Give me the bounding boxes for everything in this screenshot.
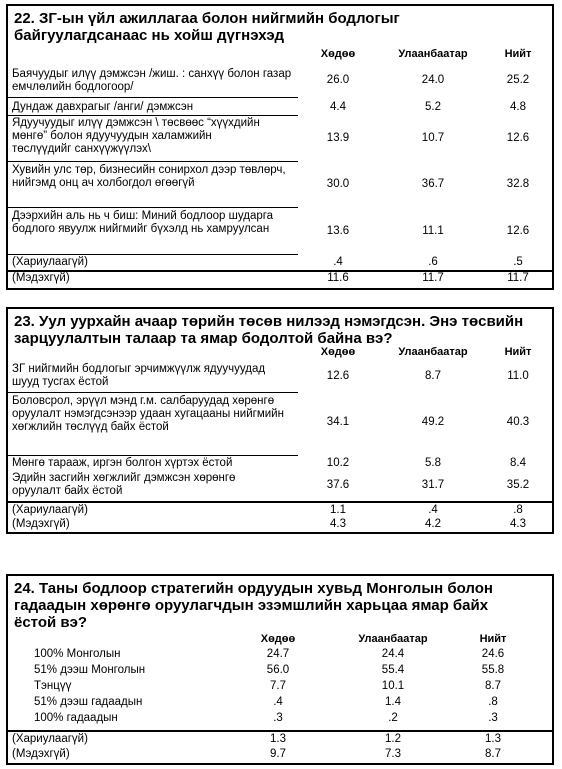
divider xyxy=(8,270,552,272)
col-header-ub: Улаанбаатар xyxy=(398,48,468,60)
question-22-table: 22. ЗГ-ын үйл ажиллагаа болон нийгмийн бодлогыг байгуулагдсанаас нь хойш дүгнэхэд Хөдөө Улаанбаатар Нийт Баячуудыг илүү дэмжсэн /жиш. : санхүү болон газар емчлөлийн бодлогоор/ 26.0 24.0 25.2 Дундаж давхрагыг /анги/ дэмжсэн 4.4 5.2 4.8 Ядуучуудыг илүү дэмжсэн \ төсвөөс “хүүхдийн мөнгө” болон ядуучуудын халамжийн төслүүдийг санхүүжүүлэх\ 13.9 10.7 12.6 Хувийн улс төр, бизнесийн сонирхол дээр төвлөрч, нийгэмд онц ач холбогдол өгөөгүй 30.0 36.7 32.8 Дээрхийн аль нь ч биш: Миний бодлоор шударга бодлого явуулж нийгмийг бүхэлд нь хамруулсан 13.6 11.1 12.6 (Хариулаагүй) .4 .6 .5 (Мэдэхгүй) 11.6 11.7 11.7 xyxy=(6,4,554,290)
col-header-total: Нийт xyxy=(504,346,532,358)
divider xyxy=(8,501,552,503)
col-header-ub: Улаанбаатар xyxy=(398,346,468,358)
question-24-table: 24. Таны бодлоор стратегийн ордуудын хувьд Монголын болон гадаадын хөрөнгө оруулагчдын эзэмшлийн харьцаа ямар байх ёстой вэ? Хөдөө Улаанбаатар Нийт 100% Монголын 24.7 24.4 24.6 51% дээш Монголын 56.0 55.4 55.8 Тэнцүү 7.7 10.1 8.7 51% дээш гадаадын .4 1.4 .8 100% гадаадын .3 .2 .3 (Хариулаагүй) 1.3 1.2 1.3 (Мэдэхгүй) 9.7 7.3 8.7 xyxy=(6,574,554,765)
question-22-title: 22. ЗГ-ын үйл ажиллагаа болон нийгмийн бодлогыг байгуулагдсанаас нь хойш дүгнэхэд xyxy=(14,10,400,44)
col-header-rural: Хөдөө xyxy=(320,48,356,60)
question-23-table: 23. Уул уурхайн ачаар төрийн төсөв нилээд нэмэгдсэн. Энэ төсвийн зарцуулалтын талаар та ямар бодолтой байна вэ? Хөдөө Улаанбаатар Нийт ЗГ нийгмийн бодлогыг эрчимжүүлж ядуучуудад шууд тусгах ёстой 12.6 8.7 11.0 Боловсрол, эрүүл мэнд г.м. салбаруудад хөрөнгө оруулалт нэмэгдсэнээр удаан хугацааны нийгмийн хөгжлийн төслүүд байх ёстой 34.1 49.2 40.3 Мөнгө тарааж, иргэн болгон хүртэх ёстой 10.2 5.8 8.4 Эдийн засгийн хөгжлийг дэмжсэн хөрөнгө оруулалт байх ёстой 37.6 31.7 35.2 (Хариулаагүй) 1.1 .4 .8 (Мэдэхгүй) 4.3 4.2 4.3 xyxy=(6,307,554,534)
divider xyxy=(8,207,298,208)
divider xyxy=(8,455,298,456)
divider xyxy=(8,97,298,98)
divider xyxy=(8,161,298,162)
divider xyxy=(8,730,552,732)
col-header-rural: Хөдөө xyxy=(260,633,296,645)
col-header-rural: Хөдөө xyxy=(320,346,356,358)
divider xyxy=(8,115,298,116)
col-header-ub: Улаанбаатар xyxy=(358,633,428,645)
col-header-total: Нийт xyxy=(479,633,507,645)
question-24-title: 24. Таны бодлоор стратегийн ордуудын хувьд Монголын болон гадаадын хөрөнгө оруулагчдын эзэмшлийн харьцаа ямар байх ёстой вэ? xyxy=(14,580,493,631)
question-23-title: 23. Уул уурхайн ачаар төрийн төсөв нилээд нэмэгдсэн. Энэ төсвийн зарцуулалтын талаар та ямар бодолтой байна вэ? xyxy=(14,313,524,347)
divider xyxy=(8,392,298,393)
divider xyxy=(8,254,298,255)
col-header-total: Нийт xyxy=(504,48,532,60)
